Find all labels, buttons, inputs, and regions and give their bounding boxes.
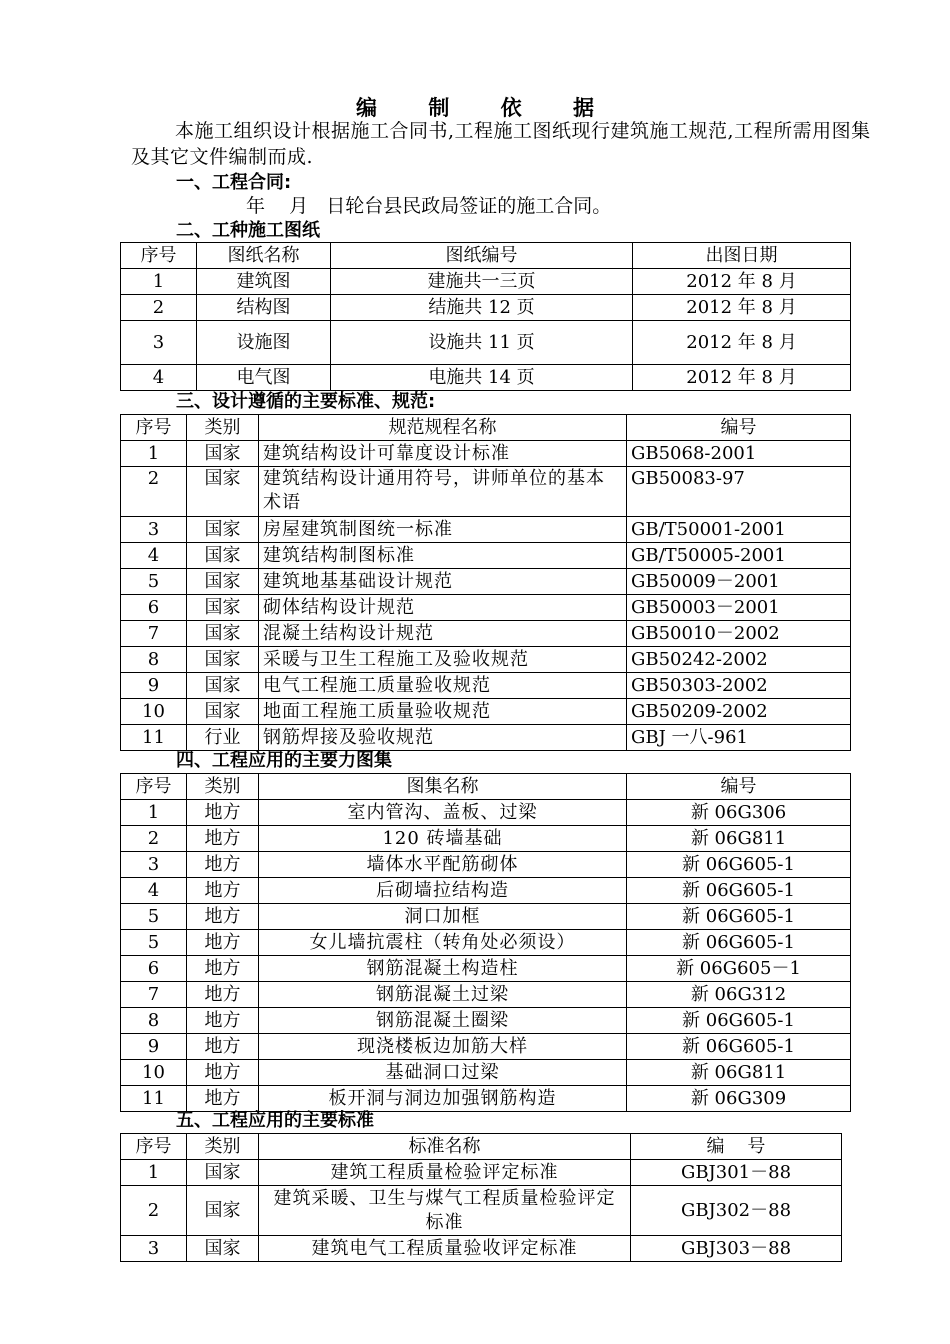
cell-name: 室内管沟、盖板、过梁 [259, 800, 627, 826]
cell-index: 4 [121, 543, 187, 569]
cell-code: 设施共 11 页 [331, 321, 633, 365]
cell-code: GBJ301－88 [631, 1160, 842, 1186]
cell-index: 9 [121, 673, 187, 699]
cell-code: GB5068-2001 [627, 441, 851, 467]
cell-category: 地方 [187, 852, 259, 878]
cell-category: 国家 [187, 517, 259, 543]
cell-code: GB50083-97 [627, 467, 851, 517]
cell-code: GB50010－2002 [627, 621, 851, 647]
cell-code: GB/T50001-2001 [627, 517, 851, 543]
table-row [121, 295, 851, 321]
cell-category: 国家 [187, 1160, 259, 1186]
header-cell: 规范规程名称 [259, 415, 627, 441]
cell-category: 国家 [187, 1236, 259, 1262]
cell-name: 女儿墙抗震柱（转角处必须设） [259, 930, 627, 956]
table-row [121, 621, 851, 647]
cell-code: 新 06G811 [627, 826, 851, 852]
cell-code: GB50003－2001 [627, 595, 851, 621]
cell-name: 地面工程施工质量验收规范 [259, 699, 627, 725]
header-cell: 序号 [121, 1134, 187, 1160]
cell-code: GB50009－2001 [627, 569, 851, 595]
cell-code: 新 06G306 [627, 800, 851, 826]
header-cell: 图集名称 [259, 774, 627, 800]
table-row [121, 800, 851, 826]
cell-name: 建筑图 [197, 269, 331, 295]
cell-name: 房屋建筑制图统一标准 [259, 517, 627, 543]
cell-index: 5 [121, 904, 187, 930]
cell-index: 8 [121, 647, 187, 673]
cell-date: 2012 年 8 月 [633, 321, 851, 365]
table-row [121, 673, 851, 699]
table-row [121, 1160, 842, 1186]
cell-code: 新 06G605-1 [627, 1034, 851, 1060]
header-cell: 图纸名称 [197, 243, 331, 269]
cell-code: 新 06G605-1 [627, 878, 851, 904]
table-row [121, 826, 851, 852]
header-cell: 类别 [187, 1134, 259, 1160]
header-cell: 序号 [121, 243, 197, 269]
quality-standards-table [120, 1133, 842, 1262]
cell-code: 新 06G312 [627, 982, 851, 1008]
cell-index: 9 [121, 1034, 187, 1060]
cell-code: 新 06G605-1 [627, 1008, 851, 1034]
cell-index: 3 [121, 1236, 187, 1262]
cell-category: 地方 [187, 1086, 259, 1112]
intro-paragraph: 本施工组织设计根据施工合同书,工程施工图纸现行建筑施工规范,工程所需用图集及其它文件编制而成. [131, 120, 871, 168]
table-row [121, 878, 851, 904]
table-row [121, 982, 851, 1008]
cell-index: 3 [121, 517, 187, 543]
header-cell: 序号 [121, 774, 187, 800]
cell-code: 新 06G605-1 [627, 930, 851, 956]
cell-category: 地方 [187, 826, 259, 852]
table-row [121, 595, 851, 621]
cell-name: 建筑结构制图标准 [259, 543, 627, 569]
cell-index: 1 [121, 441, 187, 467]
cell-name: 电气图 [197, 365, 331, 391]
cell-category: 国家 [187, 1186, 259, 1236]
cell-name: 120 砖墙基础 [259, 826, 627, 852]
cell-index: 11 [121, 1086, 187, 1112]
cell-index: 4 [121, 878, 187, 904]
cell-index: 1 [121, 269, 197, 295]
cell-index: 2 [121, 295, 197, 321]
cell-category: 国家 [187, 647, 259, 673]
cell-name: 设施图 [197, 321, 331, 365]
cell-name: 采暖与卫生工程施工及验收规范 [259, 647, 627, 673]
header-cell: 编号 [627, 415, 851, 441]
cell-date: 2012 年 8 月 [633, 365, 851, 391]
cell-code: GB50209-2002 [627, 699, 851, 725]
cell-name: 建筑电气工程质量验收评定标准 [259, 1236, 631, 1262]
cell-category: 地方 [187, 800, 259, 826]
cell-code: GB/T50005-2001 [627, 543, 851, 569]
cell-date: 2012 年 8 月 [633, 269, 851, 295]
header-cell: 编 号 [631, 1134, 842, 1160]
cell-index: 7 [121, 621, 187, 647]
cell-name: 墙体水平配筋砌体 [259, 852, 627, 878]
cell-index: 10 [121, 699, 187, 725]
cell-name: 砌体结构设计规范 [259, 595, 627, 621]
header-cell: 编号 [627, 774, 851, 800]
cell-code: GB50242-2002 [627, 647, 851, 673]
cell-date: 2012 年 8 月 [633, 295, 851, 321]
header-cell: 图纸编号 [331, 243, 633, 269]
table-row [121, 1060, 851, 1086]
table-row [121, 1008, 851, 1034]
table-row [121, 725, 851, 751]
cell-code: 新 06G605-1 [627, 904, 851, 930]
cell-category: 国家 [187, 441, 259, 467]
header-cell: 类别 [187, 415, 259, 441]
cell-index: 1 [121, 1160, 187, 1186]
cell-category: 国家 [187, 595, 259, 621]
section-4-heading: 四、工程应用的主要力图集 [176, 750, 392, 771]
cell-name: 钢筋焊接及验收规范 [259, 725, 627, 751]
cell-index: 2 [121, 1186, 187, 1236]
cell-code: GBJ 一八-961 [627, 725, 851, 751]
cell-code: 结施共 12 页 [331, 295, 633, 321]
table-row [121, 647, 851, 673]
cell-name: 后砌墙拉结构造 [259, 878, 627, 904]
cell-code: GBJ302－88 [631, 1186, 842, 1236]
cell-index: 6 [121, 956, 187, 982]
table-row [121, 467, 851, 517]
section-5-heading: 五、工程应用的主要标准 [176, 1110, 374, 1131]
table-row [121, 365, 851, 391]
cell-index: 1 [121, 800, 187, 826]
cell-index: 3 [121, 321, 197, 365]
cell-index: 10 [121, 1060, 187, 1086]
table-row [121, 1034, 851, 1060]
table-row [121, 321, 851, 365]
standards-table [120, 414, 851, 751]
table-row [121, 517, 851, 543]
table-row [121, 956, 851, 982]
cell-index: 6 [121, 595, 187, 621]
table-header-row [121, 1134, 842, 1160]
atlas-table [120, 773, 851, 1112]
header-cell: 类别 [187, 774, 259, 800]
cell-category: 地方 [187, 878, 259, 904]
cell-category: 国家 [187, 569, 259, 595]
cell-code: 新 06G811 [627, 1060, 851, 1086]
cell-name: 电气工程施工质量验收规范 [259, 673, 627, 699]
cell-category: 国家 [187, 621, 259, 647]
table-row [121, 930, 851, 956]
cell-name: 钢筋混凝土圈梁 [259, 1008, 627, 1034]
cell-code: 新 06G309 [627, 1086, 851, 1112]
cell-category: 地方 [187, 1060, 259, 1086]
page-title: 编 制 依 据 [356, 96, 616, 120]
cell-code: 新 06G605-1 [627, 852, 851, 878]
cell-category: 地方 [187, 956, 259, 982]
section-1-heading: 一、工程合同: [176, 172, 292, 193]
cell-index: 8 [121, 1008, 187, 1034]
cell-code: 新 06G605－1 [627, 956, 851, 982]
cell-name: 建筑地基基础设计规范 [259, 569, 627, 595]
cell-category: 国家 [187, 673, 259, 699]
section-3-heading: 三、设计遵循的主要标准、规范: [176, 391, 436, 412]
cell-index: 3 [121, 852, 187, 878]
table-row [121, 1086, 851, 1112]
cell-category: 国家 [187, 467, 259, 517]
cell-index: 2 [121, 826, 187, 852]
cell-name: 钢筋混凝土构造柱 [259, 956, 627, 982]
cell-code: 电施共 14 页 [331, 365, 633, 391]
cell-category: 地方 [187, 1034, 259, 1060]
cell-index: 5 [121, 930, 187, 956]
header-cell: 序号 [121, 415, 187, 441]
table-row [121, 1186, 842, 1236]
cell-name: 基础洞口过梁 [259, 1060, 627, 1086]
cell-name: 混凝土结构设计规范 [259, 621, 627, 647]
contract-line: 年 月 日轮台县民政局签证的施工合同。 [246, 195, 612, 217]
cell-category: 地方 [187, 930, 259, 956]
cell-name: 现浇楼板边加筋大样 [259, 1034, 627, 1060]
cell-name: 结构图 [197, 295, 331, 321]
table-row [121, 1236, 842, 1262]
table-header-row [121, 774, 851, 800]
header-cell: 标准名称 [259, 1134, 631, 1160]
table-row [121, 441, 851, 467]
cell-name: 钢筋混凝土过梁 [259, 982, 627, 1008]
cell-index: 7 [121, 982, 187, 1008]
table-header-row [121, 415, 851, 441]
section-2-heading: 二、工种施工图纸 [176, 220, 320, 241]
cell-category: 地方 [187, 1008, 259, 1034]
cell-category: 地方 [187, 982, 259, 1008]
table-row [121, 269, 851, 295]
cell-code: 建施共一三页 [331, 269, 633, 295]
cell-category: 国家 [187, 699, 259, 725]
cell-code: GB50303-2002 [627, 673, 851, 699]
cell-name: 建筑采暖、卫生与煤气工程质量检验评定标准 [259, 1186, 631, 1236]
cell-name: 板开洞与洞边加强钢筋构造 [259, 1086, 627, 1112]
drawings-table [120, 242, 851, 391]
cell-name: 建筑结构设计可靠度设计标准 [259, 441, 627, 467]
table-row [121, 852, 851, 878]
cell-index: 5 [121, 569, 187, 595]
cell-name: 建筑工程质量检验评定标准 [259, 1160, 631, 1186]
cell-index: 11 [121, 725, 187, 751]
cell-name: 建筑结构设计通用符号，讲师单位的基本术语 [259, 467, 627, 517]
table-row [121, 543, 851, 569]
cell-category: 行业 [187, 725, 259, 751]
cell-index: 4 [121, 365, 197, 391]
cell-index: 2 [121, 467, 187, 517]
table-row [121, 699, 851, 725]
cell-code: GBJ303－88 [631, 1236, 842, 1262]
cell-name: 洞口加框 [259, 904, 627, 930]
table-header-row [121, 243, 851, 269]
cell-category: 国家 [187, 543, 259, 569]
cell-category: 地方 [187, 904, 259, 930]
header-cell: 出图日期 [633, 243, 851, 269]
table-row [121, 569, 851, 595]
table-row [121, 904, 851, 930]
